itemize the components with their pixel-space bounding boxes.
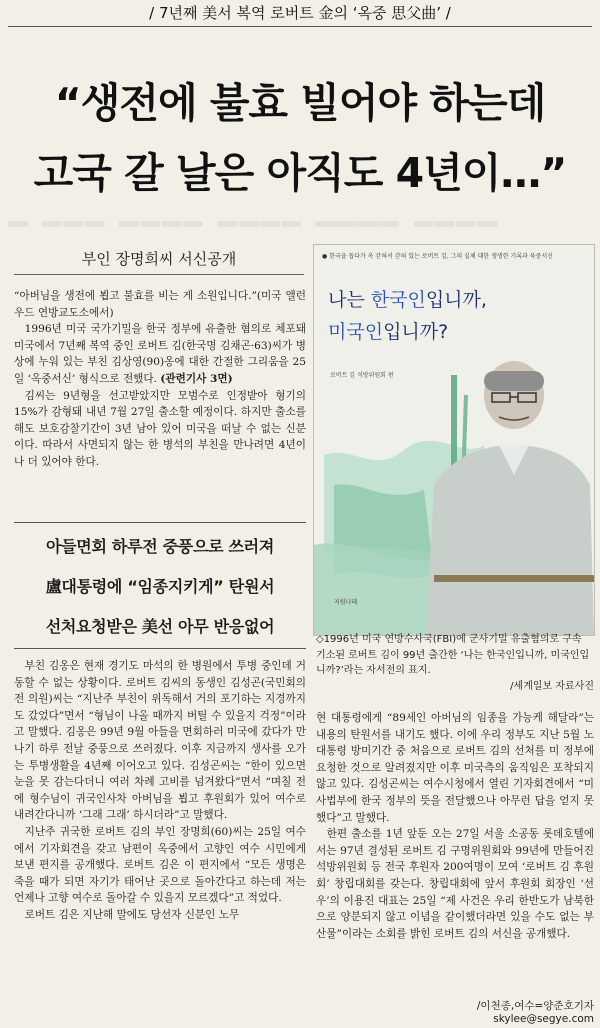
body-paragraph-3: 로버트 김은 지난해 말에도 당선자 신분인 노무 (24, 908, 240, 921)
deck-rule-bottom (14, 648, 306, 649)
deck-line-1: 아들면회 하루전 중풍으로 쓰러져 (46, 537, 274, 556)
left-bottom-column (14, 658, 306, 924)
cover-blurb: ● 한국을 돕다가 옥 갇혀서 갇혀 있는 로버트 김, 그의 실체 대한 생생한 기록과 육중서신 (322, 253, 553, 260)
deck-line-3: 선처요청받은 美선 아무 반응없어 (45, 617, 275, 636)
book-cover-photo (313, 244, 595, 636)
show-through-text: ━ ━━━ ━━━━ ━━━━ ━━━━ ━━━━ (8, 205, 500, 243)
subhead-rule (14, 274, 304, 275)
deck-rule-top (14, 522, 306, 523)
subhead: 부인 장명희씨 서신공개 (81, 250, 237, 268)
lead-quote: “아버님을 생전에 뵙고 불효를 비는 게 소원입니다.”(미국 앨런우드 연방교도소에서) (14, 290, 306, 319)
deck-line-2: 盧대통령에 “임종지키게” 탄원서 (45, 577, 275, 596)
right-bottom-column (316, 710, 594, 942)
book-title-line-2: 미국인입니까? (328, 321, 449, 343)
lead-column (14, 288, 306, 471)
headline-line-2: 고국 갈 날은 아직도 4년이…” (33, 149, 567, 197)
top-rule (8, 26, 592, 27)
publisher-logo: 지원나래 (334, 599, 358, 606)
lead-paragraph-2: 김씨는 9년형을 선고받았지만 모범수로 인정받아 형기의 15%가 감형돼 내년 7월 27일 출소할 예정이다. 하지만 출소를 해도 보호감찰기간이 3년 남아 있어 미국을 떠날 수 없는 신분이다. 따라서 사면되지 않는 한 병석의 부친을 만나려면 4년이나 더 있어야 한다. (14, 389, 306, 468)
lead-paragraph-1: 1996년 미국 국가기밀을 한국 정부에 유출한 혐의로 체포돼 미국에서 7년째 복역 중인 로버트 김(한국명 김채곤·63)씨가 병상에 누워 있는 부친 김상영(90)옹에 대한 간절한 그리움을 25일 ‘옥중서신’ 형식으로 전했다. (관련기사 3면) (14, 323, 306, 385)
body-paragraph-2: 지난주 귀국한 로버트 김의 부인 장명희(60)씨는 25일 여수에서 기자회견을 갖고 남편이 옥중에서 고향인 여수 시민에게 보낸 편지를 공개했다. 로버트 김은 이 편지에서 “모든 생명은 죽을 때가 되면 자기가 태어난 곳으로 돌아간다고 하는데 저는 언제나 고향 여수로 돌아갈 수 있을지 모르겠다”고 적었다. (14, 825, 306, 905)
related-article-ref: (관련기사 3면) (160, 372, 233, 385)
body-paragraph-5: 한편 출소를 1년 앞둔 오는 27일 서울 소공동 롯데호텔에서는 97년 결성된 로버트 김 구명위원회와 99년에 만들어진 석방위원회 등 전국 후원자 200여명이 모여 ‘로버트 김 후원회’ 창립대회를 갖는다. 창립대회에 앞서 후원회 회장인 ‘선우’의 이용진 대표는 25일 “제 사건은 우리 한반도가 남북한으로 양분되지 않고 이념을 같이했더라면 있을 수도 없는 부산물”이라는 소회를 밝힌 로버트 김의 서신을 공개했다. (316, 828, 594, 940)
headline-line-1: “생전에 불효 빌어야 하는데 (54, 79, 546, 127)
photo-caption: ◇1996년 미국 연방수사국(FBI)에 군사기밀 유출혐의로 구속 기소된 로버트 김이 99년 출간한 ‘나는 한국인입니까, 미국인입니까?’라는 자서전의 표지. /세계일보 자료사진 (316, 632, 594, 694)
caption-credit: /세계일보 자료사진 (510, 680, 594, 692)
byline: /이천종,여수=양준호기자 skylee@segye.com (476, 1000, 594, 1025)
body-paragraph-1: 부친 김옹은 현재 경기도 마석의 한 병원에서 투병 중인데 거동할 수 없는 상황이다. 로버트 김씨의 동생인 김성곤(국민회의 전 의원)씨는 “지난주 부친이 위독해서 거의 포기하는 지경까지도 갔었다”면서 “형님이 나올 때까지 버틸 수 있을지 걱정”이라고 말했다. 김옹은 99년 9월 아들을 면회하러 미국에 갔다가 만나기 하루 전날 중풍으로 쓰러졌다. 이후 지금까지 생사를 오가는 투병생활을 4년째 이어오고 있다. 김성곤씨는 “한이 있으면 눈을 못 감는다더니 여러 차례 고비를 넘겨왔다”면서 “며칠 전에 형수님이 귀국인사차 아버님을 뵙고 후원회가 있어 여수로 내려간다니까 ‘그래 그래’ 하시더라”고 말했다. (14, 660, 306, 822)
book-author: 로버트 김 석방위원회 편 (330, 372, 394, 379)
body-paragraph-4: 현 대통령에게 “89세인 아버님의 임종을 가능케 해달라”는 내용의 탄원서를 내기도 했다. 이에 우리 정부도 지난 5월 노 대통령 방미기간 중 처음으로 로버트 김의 선처를 미 정부에 요청한 것으로 알려졌지만 이후 미국측의 움직임은 포착되지 않고 있다. 김성곤씨는 여수시청에서 열린 기자회견에서 “미 사법부에 한국 정부의 뜻을 전달했으나 아무런 답을 얻지 못했다”고 말했다. (316, 712, 594, 824)
kicker: / 7년째 美서 복역 로버트 金의 ‘옥중 思父曲’ / (149, 4, 451, 22)
book-title-line-1: 나는 한국인입니까, (328, 289, 487, 311)
